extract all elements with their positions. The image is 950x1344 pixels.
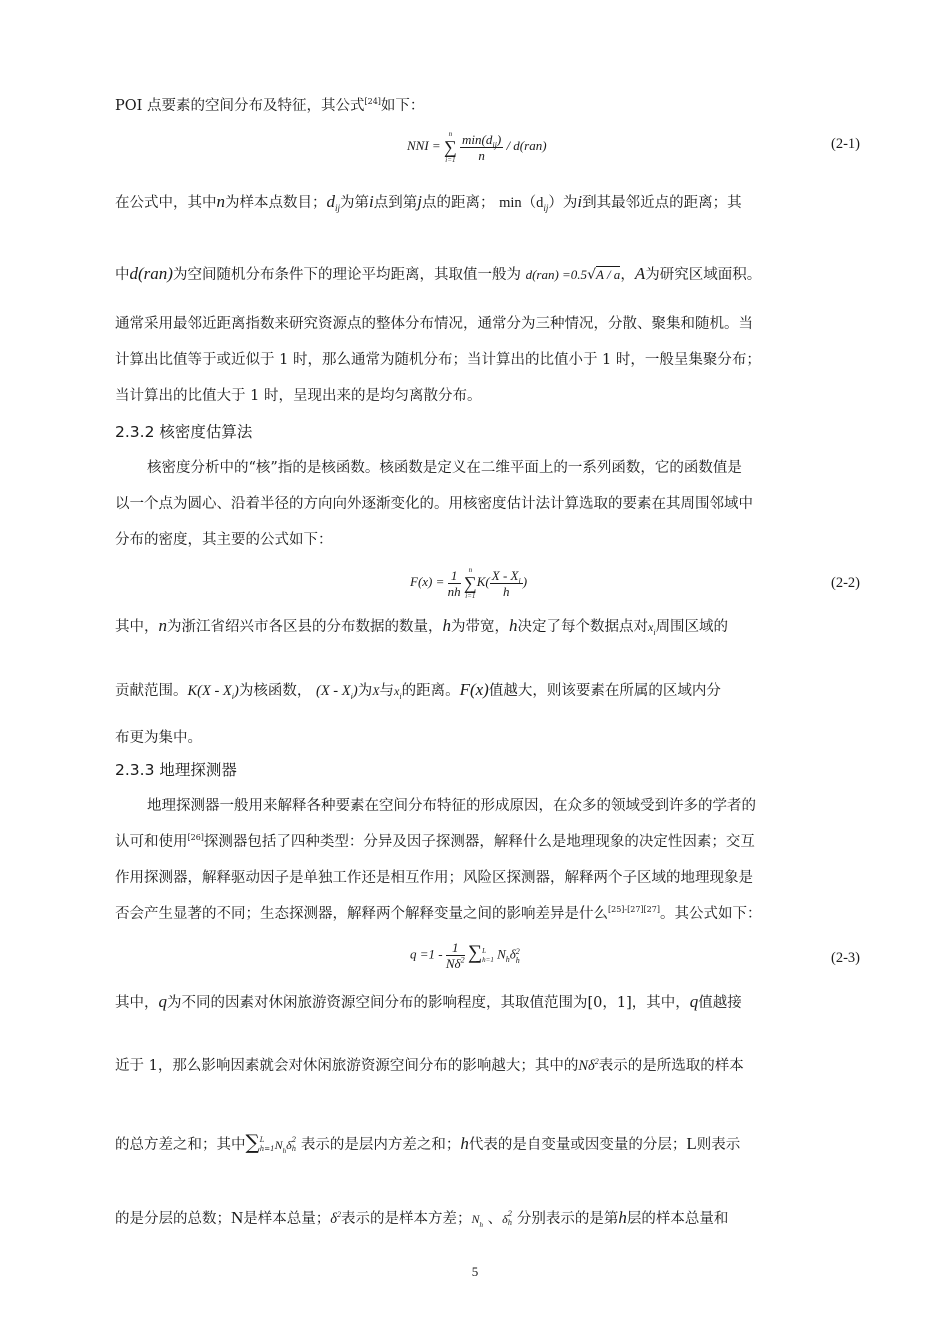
paragraph-line: 核密度分析中的“核”指的是核函数。核函数是定义在二维平面上的一系列函数，它的函数值是 [147,460,742,476]
equation-nni: NNI = n ∑ i=1 $\frac{\min(d_{ij})}{n}$ / d(ran) [407,130,547,164]
sum-symbol: ∑ [245,1130,260,1154]
paragraph-line: 计算出比值等于或近似于 1 时，那么通常为随机分布；当计算出的比值小于 1 时，一般呈集聚分布； [115,352,761,368]
equation-geodetector: q =1 - $\frac{1}{N\delta^2}$ ∑ L h=1 $N_h\delta$ 2 h [410,940,520,971]
paragraph-line: 的总方差之和；其中∑ L h=1 $N_h\delta$ 2 h 表示的是层内方差之和；h代表的是自变量或因变量的分层；L则表示 [115,1130,741,1155]
equation-kde: F(x) = $\frac{1}{nh}$ n ∑ i=1 K( $\frac{X - X_i}{h}$ ) [410,566,528,600]
paragraph-line: 当计算出的比值大于 1 时，呈现出来的是均匀离散分布。 [115,388,482,404]
paragraph-line: 贡献范围。$K(X - X_i)$为核函数， $(X - X_i)$为X与$x_i$的距离。F(x)值越大，则该要素在所属的区域内分 [115,680,721,701]
paragraph-line: 认可和使用[26]探测器包括了四种类型：分异及因子探测器，解释什么是地理现象的决定性因素；交互 [115,833,755,850]
page-number: 5 [471,1264,479,1279]
paragraph-line: 其中，n为浙江省绍兴市各区县的分布数据的数量，h为带宽，h决定了每个数据点对$x_i$周围区域的 [115,616,729,637]
section-heading: 2.3.3 地理探测器 [115,761,237,779]
sum-symbol: ∑ [467,941,483,964]
equation-number: (2-1) [831,136,860,152]
equation-number: (2-2) [831,575,860,591]
section-heading: 2.3.2 核密度估算法 [115,423,253,441]
paragraph-line: POI 点要素的空间分布及特征，其公式[24]如下： [115,97,425,114]
paragraph-line: 地理探测器一般用来解释各种要素在空间分布特征的形成原因，在众多的领域受到许多的学者的 [147,798,756,814]
sum-symbol: n ∑ i=1 [463,566,477,600]
paragraph-line: 近于 1，那么影响因素就会对休闲旅游资源空间分布的影响越大；其中的$N\delta^2$表示的是所选取的样本 [115,1057,744,1074]
equation-number: (2-3) [831,950,860,966]
citation: [26] [187,833,204,843]
citation: [25]-[27][27] [608,905,660,915]
fraction: $\frac{1}{nh}$ [447,567,461,599]
paragraph-line: 以一个点为圆心、沿着半径的方向向外逐渐变化的。用核密度估计法计算选取的要素在其周围邻域中 [115,496,753,512]
paragraph-line: 布更为集中。 [115,730,202,746]
citation: [24] [364,97,381,107]
paragraph-line: 分布的密度，其主要的公式如下： [115,532,333,548]
fraction: $\frac{X - X_i}{h}$ [491,567,521,599]
sum-symbol: n ∑ i=1 [443,130,457,164]
paragraph-line: 在公式中，其中n为样本点数目；$d_{ij}$为第i点到第j点的距离； $\min(d_{ij})$为i到其最邻近点的距离；其 [115,192,742,213]
fraction: $\frac{\min(d_{ij})}{n}$ [462,131,502,163]
paragraph-line: 否会产生显著的不同；生态探测器，解释两个解释变量之间的影响差异是什么[25]-[27][27]。其公式如下： [115,905,762,922]
paragraph-line: 的是分层的总数；N是样本总量；$\delta^2$表示的是样本方差；$N_h$ 、δ 2 h 分别表示的是第h层的样本总量和 [115,1208,729,1229]
paragraph-line: 中d(ran)为空间随机分布条件下的理论平均距离，其取值一般为 d(ran) =0.5√A / a，A为研究区域面积。 [115,264,762,283]
paragraph-line: 通常采用最邻近距离指数来研究资源点的整体分布情况，通常分为三种情况，分散、聚集和随机。当 [115,316,753,332]
fraction: $\frac{1}{N\delta^2}$ [445,940,465,971]
paragraph-line: 作用探测器，解释驱动因子是单独工作还是相互作用；风险区探测器，解释两个子区域的地理现象是 [115,870,753,886]
paragraph-line: 其中，q为不同的因素对休闲旅游资源空间分布的影响程度，其取值范围为[0，1]，其中，q值越接 [115,992,742,1011]
